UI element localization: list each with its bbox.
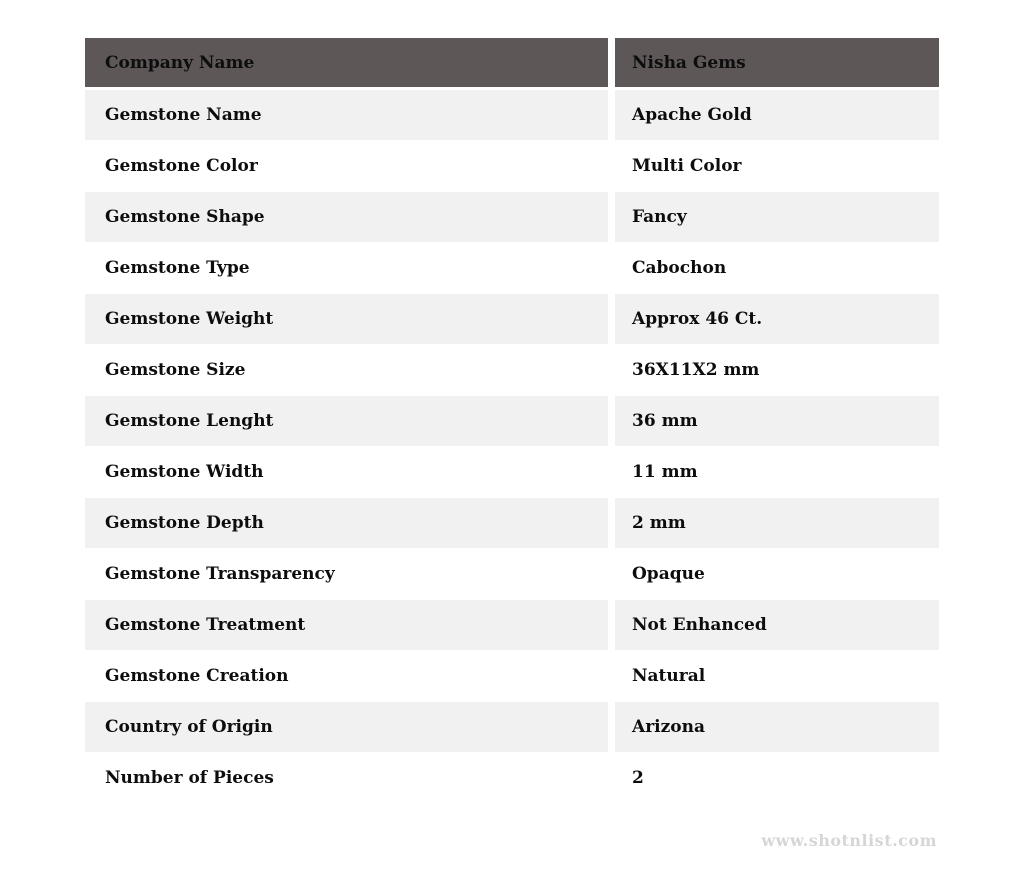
spec-label: Number of Pieces xyxy=(85,753,615,804)
header-value-company-name: Nisha Gems xyxy=(615,38,939,90)
table-row xyxy=(85,753,939,804)
table-row xyxy=(85,651,939,702)
table-row xyxy=(85,243,939,294)
spec-label: Gemstone Type xyxy=(85,243,615,294)
spec-value: Opaque xyxy=(615,549,939,600)
spec-label: Gemstone Depth xyxy=(85,498,615,549)
spec-value: Cabochon xyxy=(615,243,939,294)
table-row xyxy=(85,549,939,600)
spec-value: 36 mm xyxy=(615,396,939,447)
table-row xyxy=(85,141,939,192)
table-row xyxy=(85,345,939,396)
spec-value: 2 xyxy=(615,753,939,804)
spec-label: Gemstone Transparency xyxy=(85,549,615,600)
spec-label: Gemstone Lenght xyxy=(85,396,615,447)
spec-value: Apache Gold xyxy=(615,90,939,141)
spec-value: 2 mm xyxy=(615,498,939,549)
spec-value: Approx 46 Ct. xyxy=(615,294,939,345)
spec-label: Gemstone Creation xyxy=(85,651,615,702)
spec-value: Multi Color xyxy=(615,141,939,192)
table-row xyxy=(85,702,939,753)
spec-label: Gemstone Name xyxy=(85,90,615,141)
table-row xyxy=(85,498,939,549)
table-row xyxy=(85,294,939,345)
spec-label: Country of Origin xyxy=(85,702,615,753)
watermark-text: www.shotnlist.com xyxy=(761,831,937,850)
spec-value: 36X11X2 mm xyxy=(615,345,939,396)
spec-label: Gemstone Weight xyxy=(85,294,615,345)
spec-label: Gemstone Treatment xyxy=(85,600,615,651)
spec-value: Arizona xyxy=(615,702,939,753)
spec-label: Gemstone Size xyxy=(85,345,615,396)
table-row xyxy=(85,192,939,243)
table-row xyxy=(85,90,939,141)
header-label-company-name: Company Name xyxy=(85,38,615,90)
gemstone-spec-table xyxy=(85,38,939,804)
spec-value: Not Enhanced xyxy=(615,600,939,651)
spec-value: Fancy xyxy=(615,192,939,243)
table-header-row xyxy=(85,38,939,90)
table-row xyxy=(85,447,939,498)
table-row xyxy=(85,600,939,651)
spec-label: Gemstone Color xyxy=(85,141,615,192)
spec-value: Natural xyxy=(615,651,939,702)
table-row xyxy=(85,396,939,447)
spec-label: Gemstone Shape xyxy=(85,192,615,243)
spec-label: Gemstone Width xyxy=(85,447,615,498)
spec-value: 11 mm xyxy=(615,447,939,498)
